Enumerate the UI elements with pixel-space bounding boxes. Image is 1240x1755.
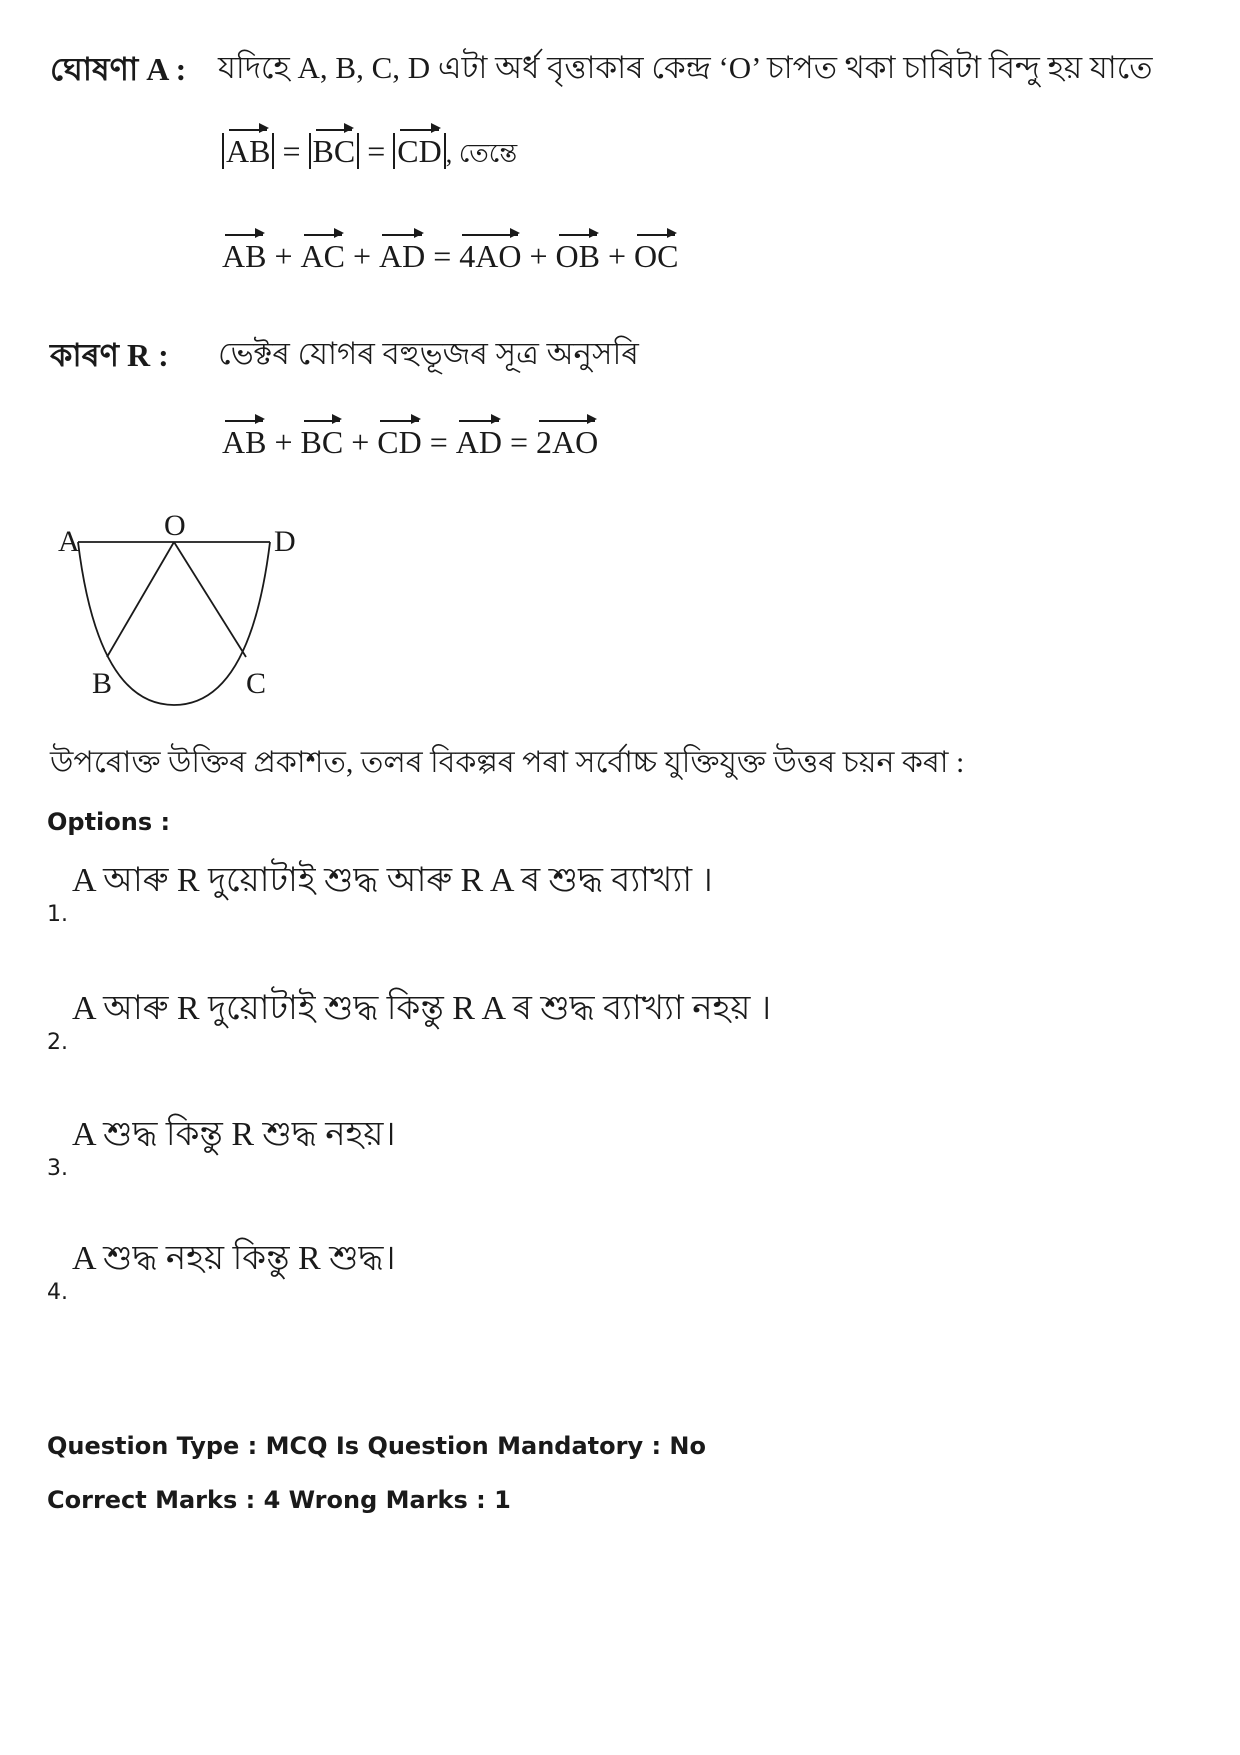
point-d-label: D [274, 525, 296, 558]
option-text: A শুদ্ধ কিন্তু R শুদ্ধ নহয়। [72, 1116, 396, 1153]
reason-equation: AB + BC + CD = AD = 2AO [222, 424, 599, 460]
instruction-text: উপৰোক্ত উক্তিৰ প্ৰকাশত, তলৰ বিকল্পৰ পৰা সৰ্বোচ্চ যুক্তিযুক্ত উত্তৰ চয়ন কৰা : [50, 746, 965, 779]
option-text: A শুদ্ধ নহয় কিন্তু R শুদ্ধ। [72, 1240, 396, 1277]
option-3[interactable] [47, 1116, 396, 1181]
vector-bc: BC [312, 133, 356, 169]
option-number: 4. [47, 1280, 68, 1305]
option-1[interactable] [47, 862, 713, 927]
segment-ob [107, 542, 174, 657]
assertion-equation-2: AB + AC + AD = 4AO + OB + OC [222, 238, 679, 274]
option-text: A আৰু R দুয়োটাই শুদ্ধ আৰু R A ৰ শুদ্ধ ব্যাখ্যা । [72, 862, 713, 899]
question-type-line: Question Type : MCQ Is Question Mandatory : No [47, 1432, 706, 1460]
option-number: 1. [47, 902, 68, 927]
reason-label: কাৰণ R : [50, 337, 169, 373]
assertion-statement: যদিহে A, B, C, D এটা অৰ্ধ বৃত্তাকাৰ কেন্দ্ৰ ‘O’ চাপত থকা চাৰিটা বিন্দু হয় যাতে [218, 50, 1153, 85]
marks-line: Correct Marks : 4 Wrong Marks : 1 [47, 1486, 511, 1514]
vector-cd: CD [397, 133, 442, 169]
point-a-label: A [58, 525, 80, 558]
segment-oc [174, 542, 246, 657]
vector-ab: AB [226, 133, 271, 169]
point-o-label: O [164, 509, 186, 542]
assertion-label: ঘোষণা A : [50, 51, 187, 87]
semicircle-figure [50, 505, 310, 715]
point-c-label: C [246, 667, 267, 700]
option-number: 3. [47, 1156, 68, 1181]
options-heading: Options : [47, 808, 171, 836]
option-2[interactable] [47, 990, 772, 1055]
point-b-label: B [92, 667, 113, 700]
option-number: 2. [47, 1030, 68, 1055]
assertion-equation-1: AB = BC = CD , তেন্তে [222, 133, 517, 177]
option-4[interactable] [47, 1240, 396, 1305]
option-text: A আৰু R দুয়োটাই শুদ্ধ কিন্তু R A ৰ শুদ্ধ ব্যাখ্যা নহয় । [72, 990, 772, 1027]
reason-statement: ভেক্টৰ যোগৰ বহুভূজৰ সূত্ৰ অনুসৰি [218, 336, 639, 371]
